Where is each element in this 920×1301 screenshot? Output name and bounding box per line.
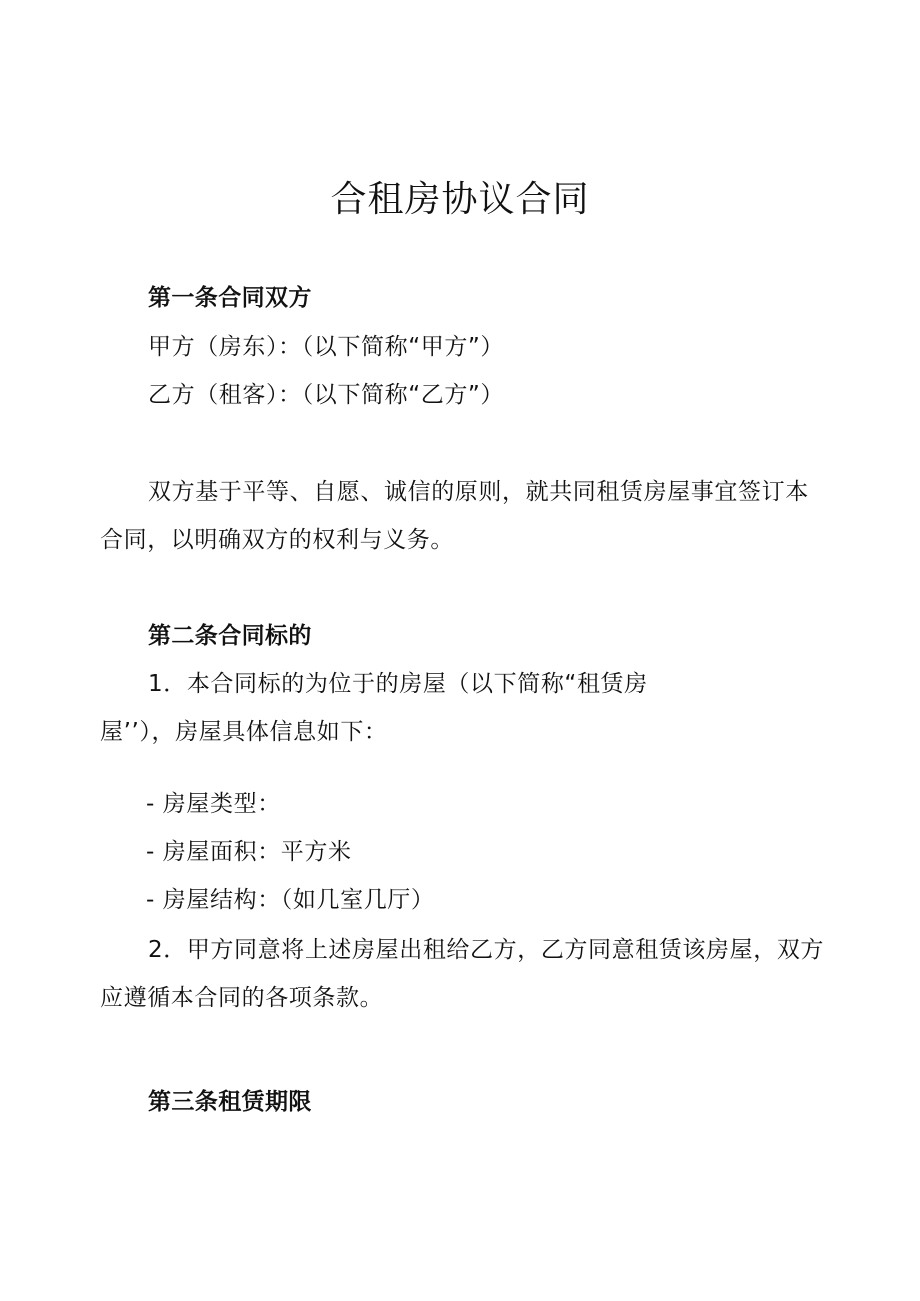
- section-1-heading: 第一条合同双方: [148, 285, 312, 311]
- document-title: 合租房协议合同: [330, 179, 590, 220]
- principle-paragraph-line-1: 双方基于平等、自愿、诚信的原则，就共同租赁房屋事宜签订本: [148, 479, 809, 505]
- house-structure-bullet: - 房屋结构：（如几室几厅）: [146, 887, 435, 913]
- item-1-line-2: 屋’’），房屋具体信息如下：: [100, 719, 388, 745]
- item-1-line-1: 1．本合同标的为位于的房屋（以下简称“租赁房: [148, 671, 648, 697]
- house-area-bullet: - 房屋面积：平方米: [146, 839, 352, 865]
- section-3-heading: 第三条租赁期限: [148, 1089, 312, 1115]
- principle-paragraph-line-2: 合同，以明确双方的权利与义务。: [100, 527, 454, 553]
- item-2-line-1: 2．甲方同意将上述房屋出租给乙方，乙方同意租赁该房屋，双方: [148, 937, 825, 963]
- section-2-heading: 第二条合同标的: [148, 623, 312, 649]
- item-2-line-2: 应遵循本合同的各项条款。: [100, 985, 384, 1011]
- party-a-line: 甲方（房东）：（以下简称“甲方”）: [148, 334, 505, 360]
- party-b-line: 乙方（租客）：（以下简称“乙方”）: [148, 382, 505, 408]
- house-type-bullet: - 房屋类型：: [146, 791, 281, 817]
